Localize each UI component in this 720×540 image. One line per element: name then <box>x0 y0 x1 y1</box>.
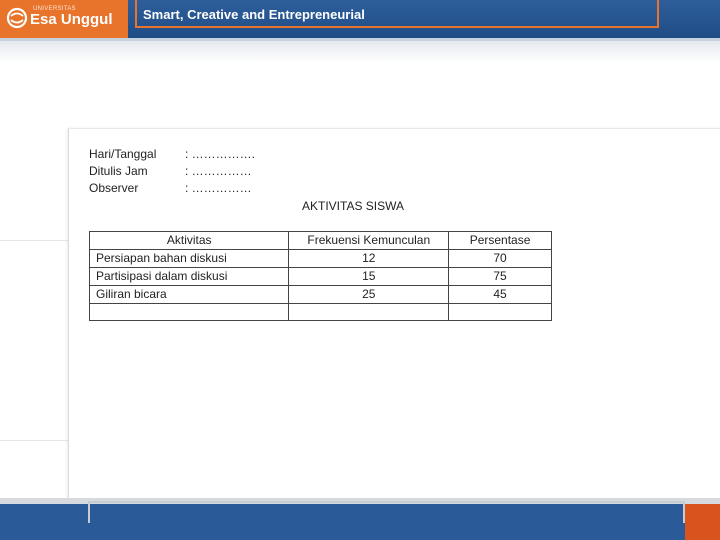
column-header: Aktivitas <box>90 232 289 250</box>
column-header: Persentase <box>449 232 552 250</box>
footer-accent <box>685 504 720 540</box>
table-cell: Giliran bicara <box>90 286 289 304</box>
table-cell <box>289 304 449 321</box>
activity-table <box>89 231 552 321</box>
table-row <box>90 286 552 304</box>
table-header-row <box>90 232 552 250</box>
meta-value: : ……………. <box>185 147 256 161</box>
table-cell <box>449 304 552 321</box>
table-cell: 25 <box>289 286 449 304</box>
background-line <box>0 240 68 241</box>
table-cell: 45 <box>449 286 552 304</box>
table-cell: 70 <box>449 250 552 268</box>
table-cell: 12 <box>289 250 449 268</box>
table-row <box>90 304 552 321</box>
document-title: AKTIVITAS SISWA <box>302 199 405 213</box>
brand-name: Esa Unggul <box>30 11 113 28</box>
table-cell: Persiapan bahan diskusi <box>90 250 289 268</box>
footer-frame-decoration <box>88 501 685 523</box>
tagline: Smart, Creative and Entrepreneurial <box>143 7 365 22</box>
table-row <box>90 250 552 268</box>
meta-label: Hari/Tanggal <box>89 147 157 161</box>
header-bar <box>0 0 720 38</box>
meta-value: : …………… <box>185 164 252 178</box>
table-cell: 15 <box>289 268 449 286</box>
meta-value: : …………… <box>185 181 252 195</box>
meta-label: Ditulis Jam <box>89 164 148 178</box>
table-cell: Partisipasi dalam diskusi <box>90 268 289 286</box>
table-cell <box>90 304 289 321</box>
background-strip <box>0 41 720 63</box>
brand-small-text: UNIVERSITAS <box>33 6 76 12</box>
meta-label: Observer <box>89 181 139 195</box>
table-row <box>90 268 552 286</box>
logo <box>0 0 128 38</box>
column-header: Frekuensi Kemunculan <box>289 232 449 250</box>
table-cell: 75 <box>449 268 552 286</box>
background-line <box>0 440 68 441</box>
university-logo-icon <box>6 7 28 29</box>
